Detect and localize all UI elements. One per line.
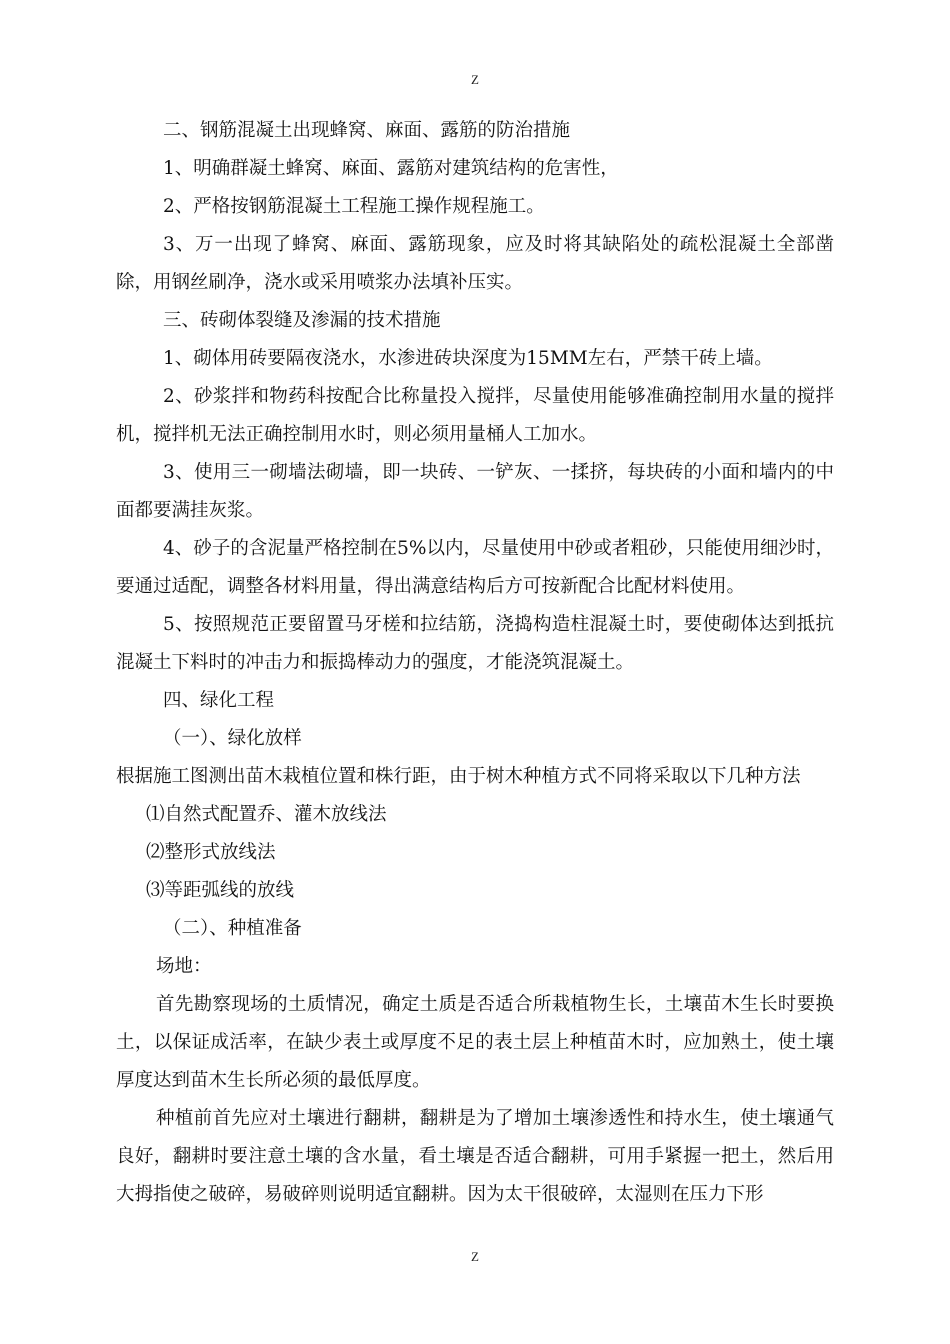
paragraph: 根据施工图测出苗木栽植位置和株行距，由于树木种植方式不同将采取以下几种方法 [116,766,801,787]
paragraph: 首先勘察现场的土质情况，确定土质是否适合所栽植物生长，土壤苗木生长时要换土，以保证成活率，在缺少表土或厚度不足的表土层上种植苗木时，应加熟土，使土壤厚度达到苗木生长所必须的最低厚度。 [116,994,834,1091]
paragraph: 3、万一出现了蜂窝、麻面、露筋现象，应及时将其缺陷处的疏松混凝土全部凿除，用钢丝刷净，浇水或采用喷浆办法填补压实。 [116,234,834,293]
page-header-mark: Z [471,72,479,87]
paragraph: 3、使用三一砌墙法砌墙，即一块砖、一铲灰、一揉挤，每块砖的小面和墙内的中面都要满挂灰浆。 [116,462,834,521]
list-item: ⑴自然式配置乔、灌木放线法 [146,804,387,825]
paragraph: 2、砂浆拌和物药科按配合比称量投入搅拌，尽量使用能够准确控制用水量的搅拌机，搅拌机无法正确控制用水时，则必须用量桶人工加水。 [116,386,834,445]
section-heading: 二、钢筋混凝土出现蜂窝、麻面、露筋的防治措施 [163,120,571,141]
document-body [116,112,834,1214]
paragraph: 种植前首先应对土壤进行翻耕，翻耕是为了增加土壤渗透性和持水生，使土壤通气良好，翻耕时要注意土壤的含水量，看土壤是否适合翻耕，可用手紧握一把土，然后用大拇指使之破碎，易破碎则说明适宜翻耕。因为太干很破碎，太湿则在压力下形 [116,1108,834,1205]
section-heading: 三、砖砌体裂缝及渗漏的技术措施 [163,310,441,331]
paragraph: 5、按照规范正要留置马牙槎和拉结筋，浇捣构造柱混凝土时，要使砌体达到抵抗混凝土下料时的冲击力和振捣棒动力的强度，才能浇筑混凝土。 [116,614,834,673]
page-footer-mark: Z [471,1249,479,1264]
paragraph: 场地： [156,956,212,977]
paragraph: 4、砂子的含泥量严格控制在5%以内，尽量使用中砂或者粗砂，只能使用细沙时，要通过适配，调整各材料用量，得出满意结构后方可按新配合比配材料使用。 [116,538,834,597]
paragraph: 2、严格按钢筋混凝土工程施工操作规程施工。 [163,196,545,217]
list-item: ⑶等距弧线的放线 [146,880,295,901]
list-item: ⑵整形式放线法 [146,842,276,863]
paragraph: 1、明确群凝土蜂窝、麻面、露筋对建筑结构的危害性， [163,158,619,179]
section-heading: 四、绿化工程 [163,690,275,711]
subsection-heading: （二）、种植准备 [163,918,302,939]
paragraph: 1、砌体用砖要隔夜浇水，水渗进砖块深度为15MM左右，严禁干砖上墙。 [163,348,773,369]
subsection-heading: （一）、绿化放样 [163,728,302,749]
